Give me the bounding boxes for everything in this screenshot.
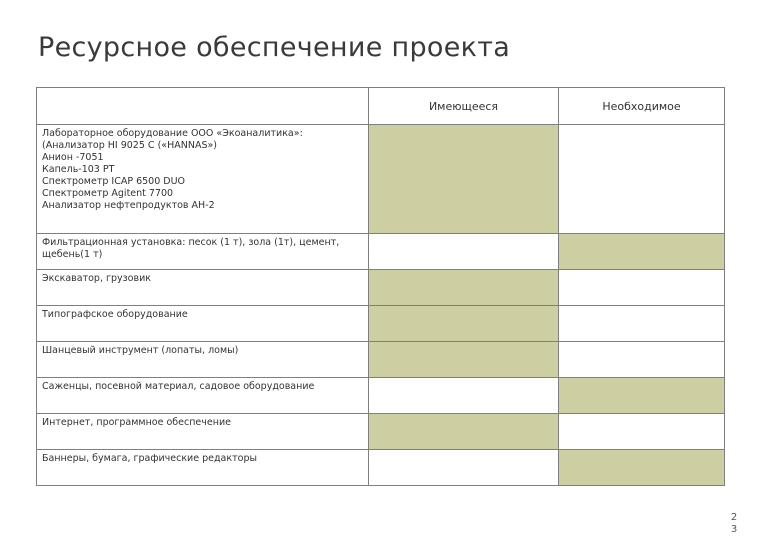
resource-name-cell bbox=[37, 378, 369, 414]
needed-cell bbox=[559, 414, 725, 450]
header-resource bbox=[37, 88, 369, 125]
available-cell bbox=[369, 342, 559, 378]
resource-line: щебень(1 т) bbox=[42, 249, 103, 260]
resource-line: Анализатор нефтепродуктов АН-2 bbox=[42, 200, 215, 211]
table-row bbox=[37, 234, 725, 270]
resource-line: Лабораторное оборудование ООО «Экоаналитика»: bbox=[42, 128, 303, 139]
page-number-digit: 3 bbox=[730, 524, 738, 535]
resource-line: Спектрометр Agitent 7700 bbox=[42, 188, 174, 199]
available-cell bbox=[369, 306, 559, 342]
resource-name-cell bbox=[37, 450, 369, 486]
table-header-row bbox=[37, 88, 725, 125]
resource-name-cell bbox=[37, 234, 369, 270]
resource-name-cell bbox=[37, 125, 369, 234]
slide-title: Ресурсное обеспечение проекта bbox=[38, 32, 511, 63]
table-row bbox=[37, 125, 725, 234]
resource-line: Типографское оборудование bbox=[42, 309, 188, 320]
page-number-digit: 2 bbox=[730, 512, 738, 523]
resource-line: Экскаватор, грузовик bbox=[42, 273, 152, 284]
resource-line: (Анализатор HI 9025 C («HANNAS») bbox=[42, 140, 217, 151]
available-cell bbox=[369, 414, 559, 450]
table-row bbox=[37, 378, 725, 414]
needed-cell bbox=[559, 378, 725, 414]
table-row bbox=[37, 306, 725, 342]
resource-line: Фильтрационная установка: песок (1 т), зола (1т), цемент, bbox=[42, 237, 340, 248]
needed-cell bbox=[559, 306, 725, 342]
available-cell bbox=[369, 450, 559, 486]
needed-cell bbox=[559, 270, 725, 306]
header-available: Имеющееся bbox=[369, 88, 559, 125]
header-needed: Необходимое bbox=[559, 88, 725, 125]
resource-line: Анион -7051 bbox=[42, 152, 104, 163]
resources-table bbox=[36, 87, 725, 486]
page-number bbox=[729, 512, 739, 536]
resource-name-cell bbox=[37, 270, 369, 306]
needed-cell bbox=[559, 234, 725, 270]
resource-line: Баннеры, бумага, графические редакторы bbox=[42, 453, 257, 464]
available-cell bbox=[369, 125, 559, 234]
resource-line: Саженцы, посевной материал, садовое оборудование bbox=[42, 381, 315, 392]
available-cell bbox=[369, 378, 559, 414]
table-row bbox=[37, 342, 725, 378]
needed-cell bbox=[559, 450, 725, 486]
available-cell bbox=[369, 234, 559, 270]
resource-name-cell bbox=[37, 342, 369, 378]
needed-cell bbox=[559, 125, 725, 234]
resource-line: Спектрометр ICAP 6500 DUO bbox=[42, 176, 186, 187]
available-cell bbox=[369, 270, 559, 306]
resource-line: Интернет, программное обеспечение bbox=[42, 417, 231, 428]
table-row bbox=[37, 450, 725, 486]
needed-cell bbox=[559, 342, 725, 378]
resource-name-cell bbox=[37, 306, 369, 342]
resource-line: Шанцевый инструмент (лопаты, ломы) bbox=[42, 345, 239, 356]
table-row bbox=[37, 270, 725, 306]
resource-name-cell bbox=[37, 414, 369, 450]
table-row bbox=[37, 414, 725, 450]
resource-line: Капель-103 РТ bbox=[42, 164, 115, 175]
